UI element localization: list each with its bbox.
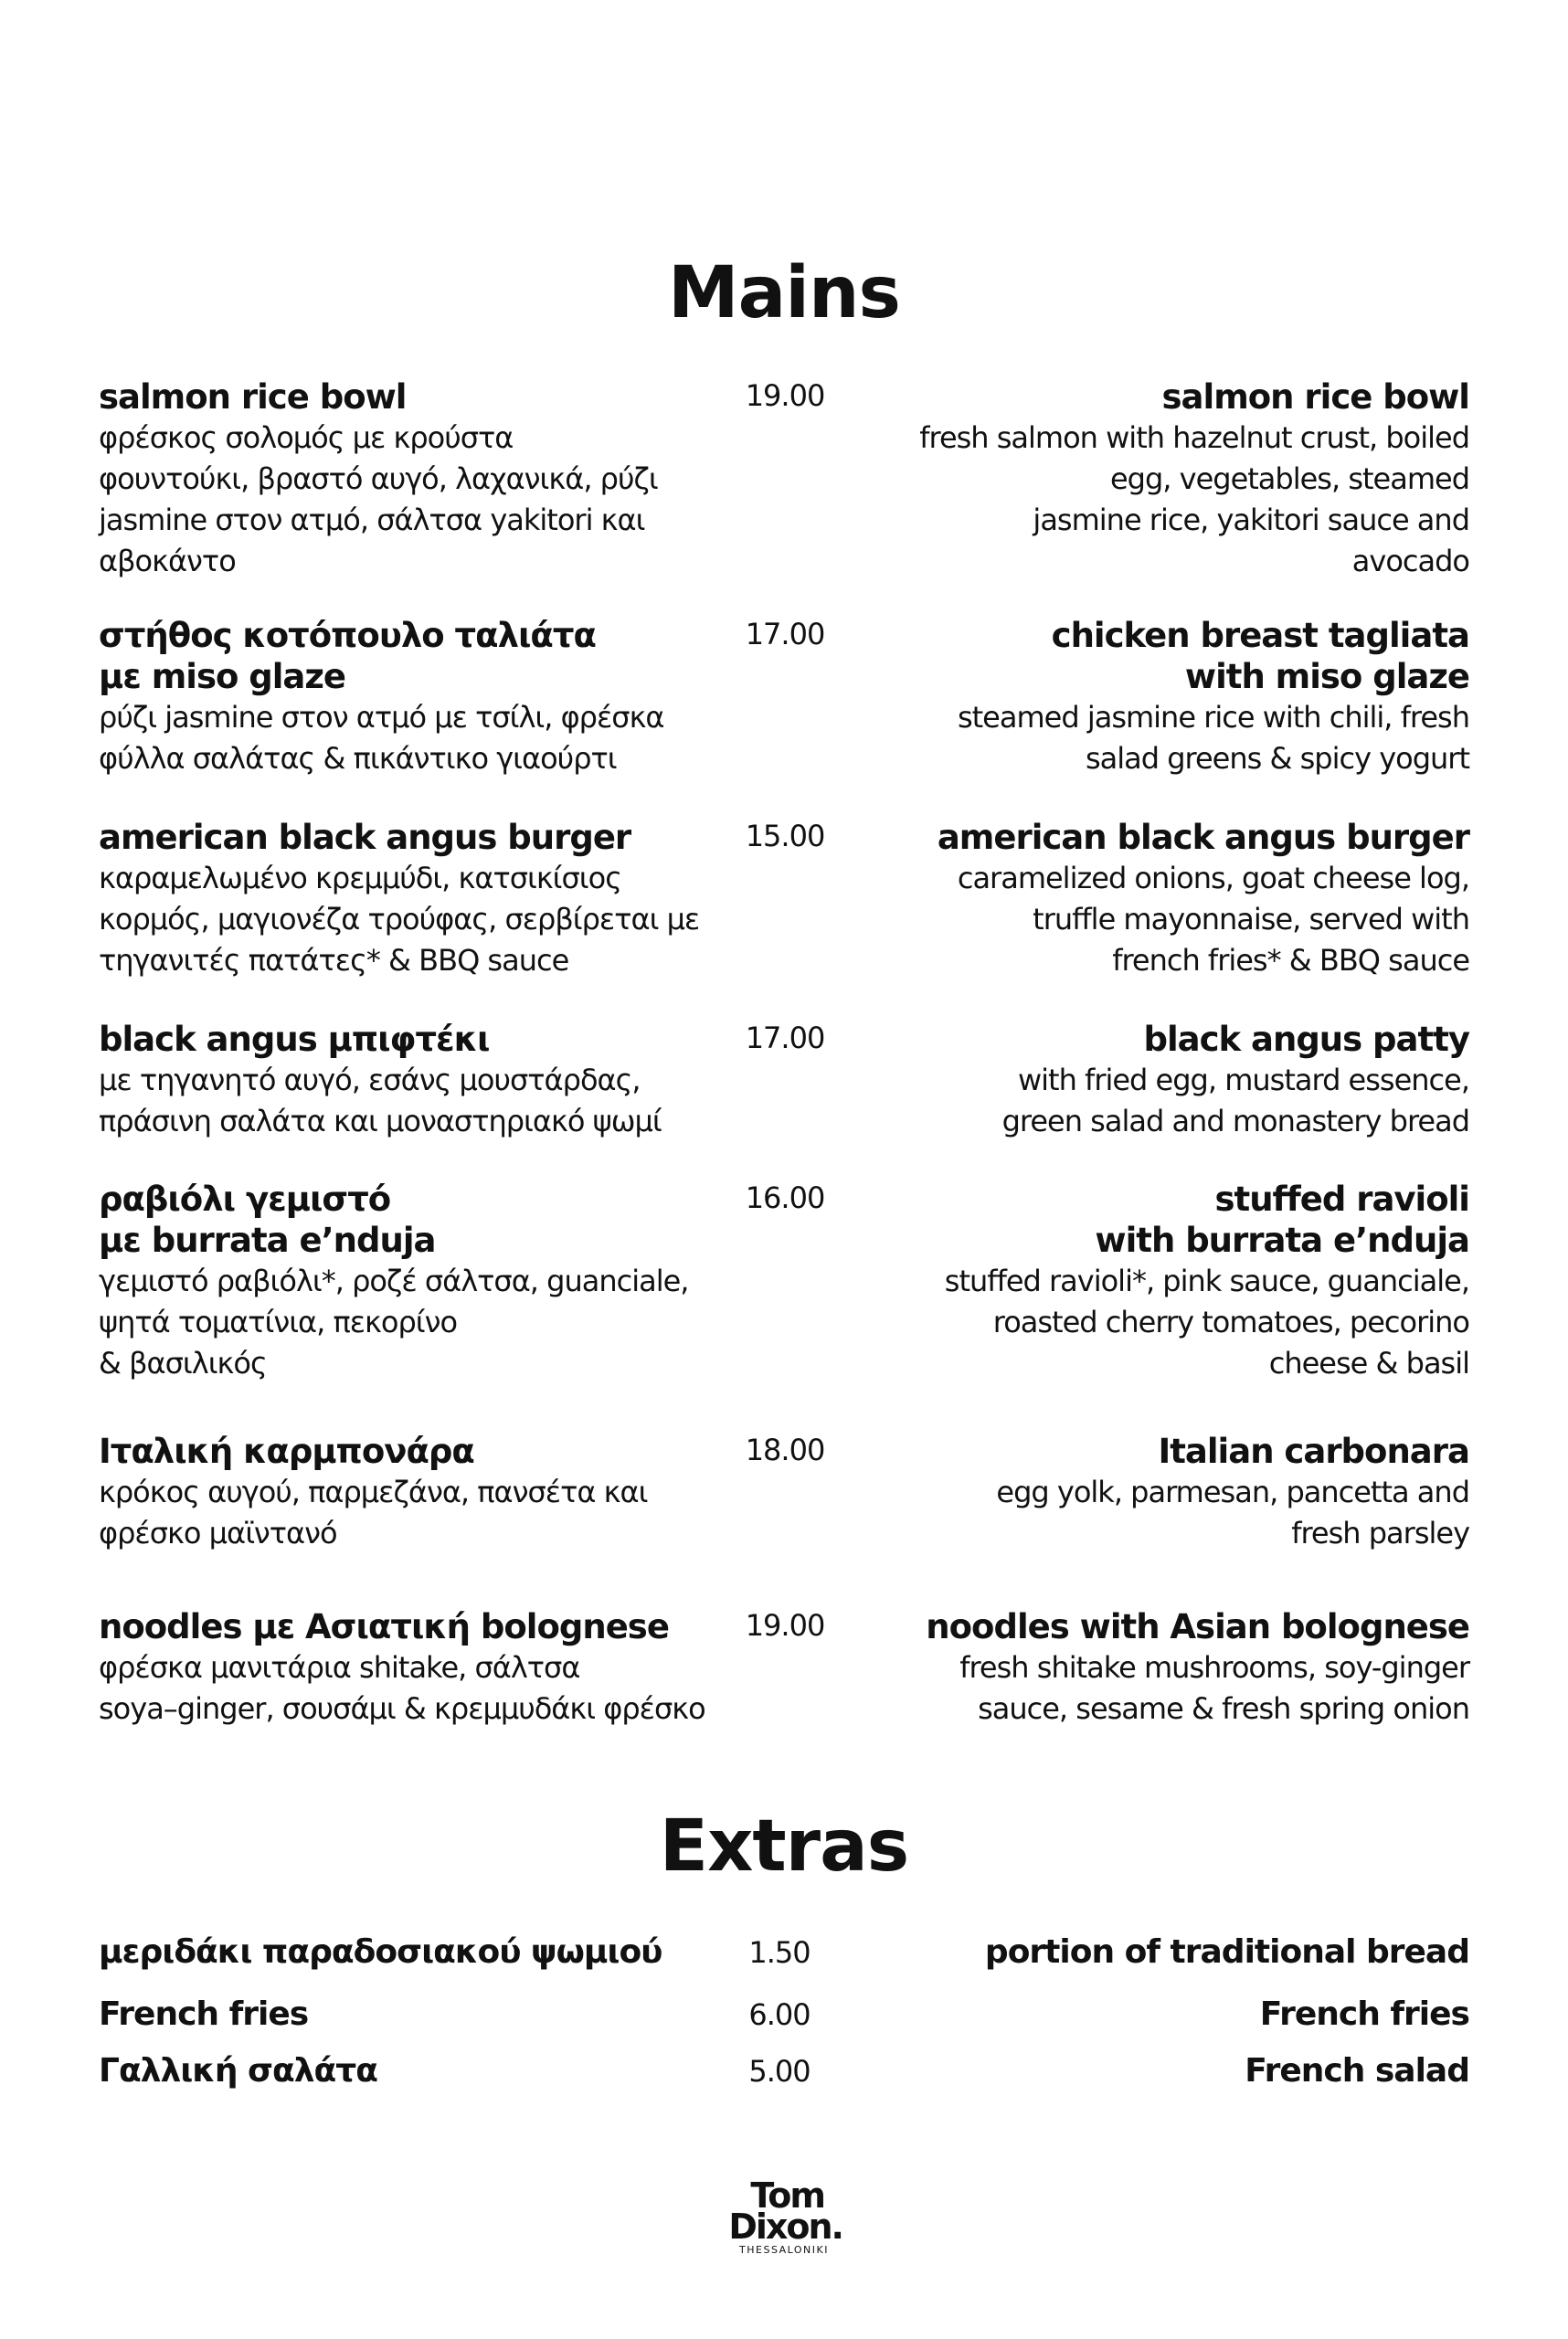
item-name-greek: black angus μπιφτέκι	[99, 1020, 490, 1059]
extra-name-greek: μεριδάκι παραδοσιακού ψωμιού	[99, 1933, 662, 1971]
item-name-greek: noodles με Ασιατική bolognese	[99, 1607, 669, 1646]
logo-line-1: Tom	[750, 2175, 824, 2216]
extra-price: 6.00	[748, 1997, 810, 2032]
item-english	[866, 376, 1469, 582]
item-price: 18.00	[745, 1433, 825, 1467]
item-description-greek: καραμελωμένο κρεμμύδι, κατσικίσιος κορμός, μαγιονέζα τρούφας, σερβίρεται με τηγανιτές πατάτες* & BBQ sauce	[99, 861, 700, 978]
item-greek	[99, 817, 775, 981]
item-description-greek: ρύζι jasmine στον ατμό με τσίλι, φρέσκα φύλλα σαλάτας & πικάντικο γιαούρτι	[99, 700, 664, 776]
logo-city: THESSALONIKI	[739, 2244, 829, 2256]
item-greek	[99, 1606, 775, 1730]
item-description-english: stuffed ravioli*, pink sauce, guanciale, roasted cherry tomatoes, pecorino cheese & basil	[944, 1264, 1469, 1381]
item-description-greek: φρέσκα μανιτάρια shitake, σάλτσα soya–ginger, σουσάμι & κρεμμυδάκι φρέσκο	[99, 1650, 705, 1726]
item-name-greek: στήθος κοτόπουλο ταλιάτα με miso glaze	[99, 616, 596, 696]
extra-item	[0, 1930, 1568, 1984]
item-name-greek: Ιταλική καρμπονάρα	[99, 1432, 474, 1471]
item-name-english: stuffed ravioli with burrata e’nduja	[1095, 1180, 1469, 1260]
item-price: 17.00	[745, 1021, 825, 1055]
item-english	[866, 1019, 1469, 1142]
item-english	[866, 1606, 1469, 1730]
tom-dixon-logo	[711, 2175, 857, 2257]
item-greek	[99, 1179, 775, 1384]
item-name-greek: ραβιόλι γεμιστό με burrata e’nduja	[99, 1180, 436, 1260]
extra-price: 5.00	[748, 2054, 810, 2089]
item-name-english: black angus patty	[1143, 1020, 1469, 1059]
item-greek	[99, 376, 775, 582]
extra-name-english: French salad	[1245, 2052, 1469, 2090]
mains-heading: Mains	[668, 252, 900, 334]
item-description-english: caramelized onions, goat cheese log, truffle mayonnaise, served with french fries* & BBQ sauce	[957, 861, 1469, 978]
item-name-english: chicken breast tagliata with miso glaze	[1051, 616, 1469, 696]
item-name-english: noodles with Asian bolognese	[926, 1607, 1469, 1646]
item-name-greek: salmon rice bowl	[99, 377, 407, 417]
extra-price: 1.50	[748, 1935, 810, 1970]
item-greek	[99, 1019, 775, 1142]
item-description-english: fresh salmon with hazelnut crust, boiled egg, vegetables, steamed jasmine rice, yakitori sauce and avocado	[919, 420, 1469, 578]
extras-heading: Extras	[659, 1805, 909, 1888]
item-description-greek: κρόκος αυγού, παρμεζάνα, πανσέτα και φρέσκο μαϊντανό	[99, 1475, 648, 1551]
extra-name-greek: French fries	[99, 1995, 309, 2033]
item-description-english: fresh shitake mushrooms, soy-ginger sauce, sesame & fresh spring onion	[959, 1650, 1469, 1726]
item-description-english: with fried egg, mustard essence, green salad and monastery bread	[1001, 1063, 1469, 1138]
item-name-greek: american black angus burger	[99, 818, 631, 857]
item-greek	[99, 1431, 775, 1554]
item-price: 19.00	[745, 378, 825, 413]
item-description-greek: φρέσκος σολομός με κρούστα φουντούκι, βραστό αυγό, λαχανικά, ρύζι jasmine στον ατμό, σάλτσα yakitori και αβοκάντο	[99, 420, 658, 578]
item-price: 17.00	[745, 617, 825, 651]
extra-item	[0, 1992, 1568, 2047]
extra-name-english: French fries	[1259, 1995, 1469, 2033]
item-name-english: american black angus burger	[937, 818, 1469, 857]
item-english	[866, 1179, 1469, 1384]
item-description-greek: με τηγανητό αυγό, εσάνς μουστάρδας, πράσινη σαλάτα και μοναστηριακό ψωμί	[99, 1063, 662, 1138]
extra-name-english: portion of traditional bread	[984, 1933, 1469, 1971]
item-price: 19.00	[745, 1608, 825, 1643]
extra-name-greek: Γαλλική σαλάτα	[99, 2052, 377, 2090]
item-english	[866, 615, 1469, 779]
item-price: 15.00	[745, 819, 825, 853]
item-english	[866, 1431, 1469, 1554]
item-price: 16.00	[745, 1180, 825, 1215]
extra-item	[0, 2048, 1568, 2103]
item-greek	[99, 615, 775, 779]
item-description-english: steamed jasmine rice with chili, fresh salad greens & spicy yogurt	[957, 700, 1469, 776]
item-english	[866, 817, 1469, 981]
item-name-english: Italian carbonara	[1158, 1432, 1469, 1471]
item-description-english: egg yolk, parmesan, pancetta and fresh parsley	[996, 1475, 1469, 1551]
item-name-english: salmon rice bowl	[1161, 377, 1469, 417]
item-description-greek: γεμιστό ραβιόλι*, ροζέ σάλτσα, guanciale, ψητά τοματίνια, πεκορίνο & βασιλικός	[99, 1264, 689, 1381]
logo-line-2: Dixon.	[728, 2207, 842, 2247]
